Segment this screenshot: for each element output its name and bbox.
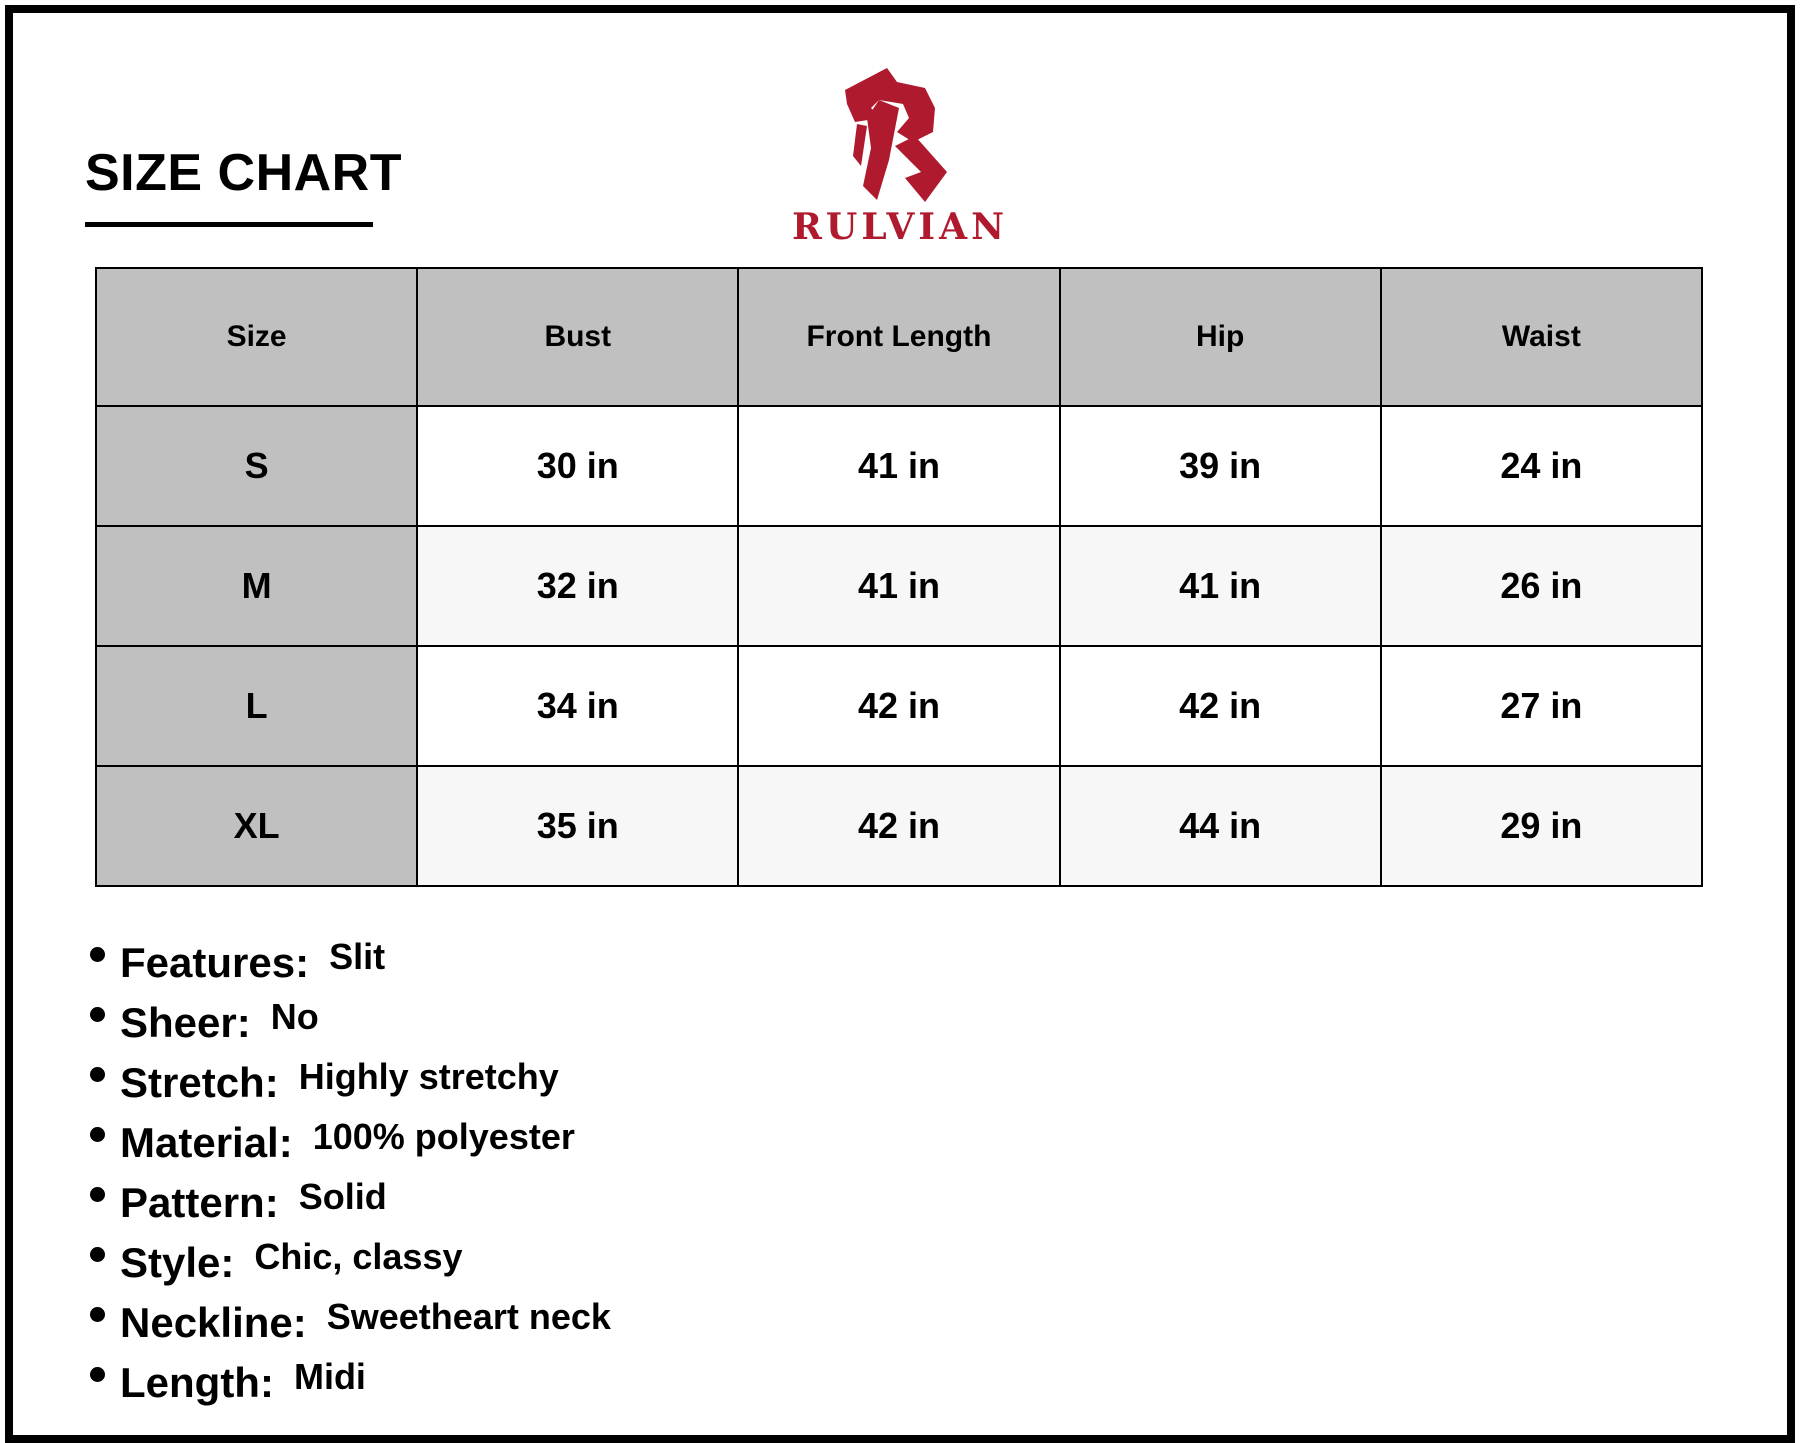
bullet-icon [90, 1247, 105, 1262]
table-row [96, 406, 1702, 526]
feature-label: Pattern: [120, 1179, 279, 1226]
page-title: SIZE CHART [85, 144, 402, 202]
hip-cell: 44 in [1060, 766, 1381, 886]
feature-label: Material: [120, 1119, 293, 1166]
list-item [88, 1053, 611, 1113]
feature-value: Sweetheart neck [326, 1296, 611, 1337]
feature-list [88, 933, 611, 1413]
feature-value: Solid [298, 1176, 387, 1217]
table-row [96, 526, 1702, 646]
bust-cell: 30 in [417, 406, 738, 526]
list-item [88, 1173, 611, 1233]
bullet-icon [90, 1127, 105, 1142]
hip-cell: 39 in [1060, 406, 1381, 526]
front-length-cell: 41 in [738, 406, 1059, 526]
waist-cell: 29 in [1381, 766, 1702, 886]
list-item [88, 1113, 611, 1173]
front-length-cell: 42 in [738, 766, 1059, 886]
feature-value: Highly stretchy [298, 1056, 559, 1097]
feature-label: Sheer: [120, 999, 251, 1046]
waist-cell: 26 in [1381, 526, 1702, 646]
bullet-icon [90, 1187, 105, 1202]
feature-label: Neckline: [120, 1299, 307, 1346]
list-item [88, 1293, 611, 1353]
waist-cell: 24 in [1381, 406, 1702, 526]
feature-label: Stretch: [120, 1059, 279, 1106]
table-header-row [96, 268, 1702, 406]
waist-cell: 27 in [1381, 646, 1702, 766]
table-row [96, 766, 1702, 886]
column-header-size: Size [96, 268, 417, 406]
bust-cell: 32 in [417, 526, 738, 646]
column-header-bust: Bust [417, 268, 738, 406]
feature-label: Length: [120, 1359, 274, 1406]
bullet-icon [90, 1067, 105, 1082]
bust-cell: 35 in [417, 766, 738, 886]
bullet-icon [90, 1367, 105, 1382]
table-row [96, 646, 1702, 766]
size-cell: S [96, 406, 417, 526]
bullet-icon [90, 947, 105, 962]
front-length-cell: 41 in [738, 526, 1059, 646]
feature-value: 100% polyester [312, 1116, 575, 1157]
column-header-hip: Hip [1060, 268, 1381, 406]
list-item [88, 1233, 611, 1293]
brand-name: RULVIAN [792, 206, 1008, 248]
hip-cell: 42 in [1060, 646, 1381, 766]
bust-cell: 34 in [417, 646, 738, 766]
front-length-cell: 42 in [738, 646, 1059, 766]
feature-label: Features: [120, 939, 310, 986]
bullet-icon [90, 1007, 105, 1022]
feature-value: Midi [293, 1356, 366, 1397]
list-item [88, 1353, 611, 1413]
size-table [95, 267, 1703, 887]
column-header-waist: Waist [1381, 268, 1702, 406]
list-item [88, 933, 611, 993]
size-cell: M [96, 526, 417, 646]
list-item [88, 993, 611, 1053]
title-underline [85, 222, 373, 227]
bullet-icon [90, 1307, 105, 1322]
size-cell: L [96, 646, 417, 766]
feature-value: Chic, classy [254, 1236, 463, 1277]
size-cell: XL [96, 766, 417, 886]
column-header-front-length: Front Length [738, 268, 1059, 406]
feature-value: No [270, 996, 319, 1037]
hip-cell: 41 in [1060, 526, 1381, 646]
feature-value: Slit [329, 936, 386, 977]
feature-label: Style: [120, 1239, 235, 1286]
